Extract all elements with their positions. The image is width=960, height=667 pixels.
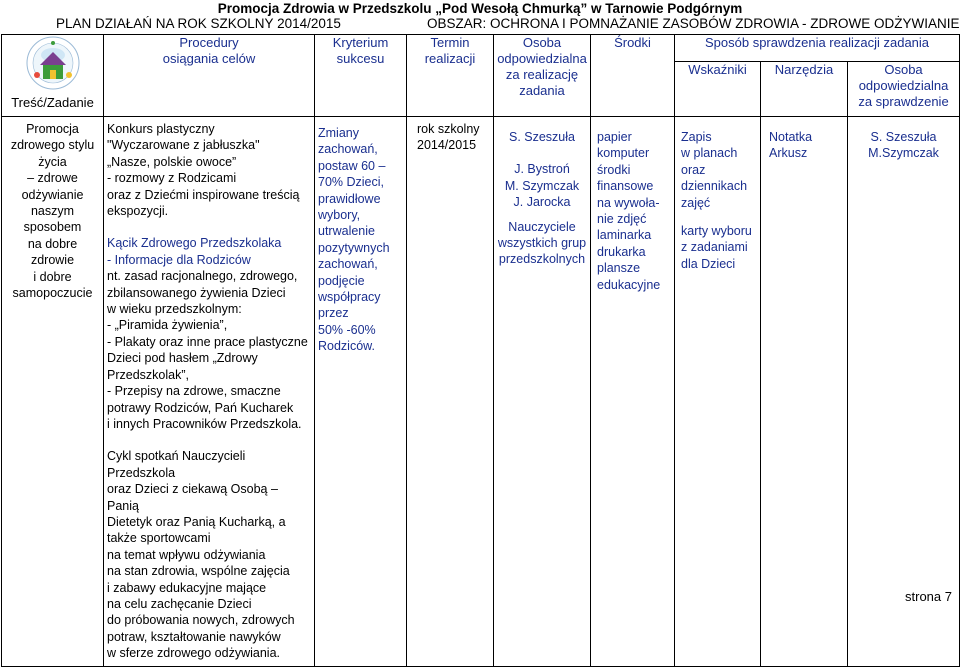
header-kryterium: Kryterium sukcesu <box>315 35 407 117</box>
procedure-contest: Konkurs plastyczny "Wyczarowane z jabłuszka" „Nasze, polskie owoce” - rozmowy z Rodzicami oraz z Dziećmi inspirowane treścią ekspozycji. <box>107 122 300 219</box>
header-osoba-spr: Osoba odpowiedzialna za sprawdzenie <box>848 61 960 116</box>
header-sposob: Sposób sprawdzenia realizacji zadania <box>675 35 960 62</box>
header-srodki: Środki <box>591 35 675 117</box>
cell-termin: rok szkolny 2014/2015 <box>407 117 494 667</box>
document-title: Promocja Zdrowia w Przedszkolu „Pod Wesołą Chmurką” w Tarnowie Podgórnym <box>217 1 743 16</box>
plan-table <box>1 34 960 667</box>
cell-procedury <box>104 117 315 667</box>
procedure-corner: Kącik Zdrowego Przedszkolaka - Informacje dla Rodziców nt. zasad racjonalnego, zdrowego, zbilansowanego żywienia Dzieci w wieku przedszkolnym: - „Piramida żywienia”, - Plakaty oraz inne prace plastyczne Dzieci pod hasłem „Zdrowy Przedszkolak”, - Przepisy na zdrowe, smaczne potrawy Rodziców, Pań Kucharek i innych Pracowników Przedszkola. <box>107 236 308 431</box>
cell-kryterium: Zmiany zachowań, postaw 60 – 70% Dzieci, prawidłowe wybory, utrwalenie pozytywnych zachowań, podjęcie współpracy przez 50% -60% Rodziców. <box>315 117 407 667</box>
header-tresc: Treść/Zadanie <box>2 35 104 117</box>
cell-osoba: S. Szeszuła J. Bystroń M. Szymczak J. Jarocka Nauczyciele wszystkich grup przedszkolnych <box>494 117 591 667</box>
procedure-meetings: Cykl spotkań Nauczycieli Przedszkola oraz Dzieci z ciekawą Osobą – Panią Dietetyk oraz Panią Kucharką, a także sportowcami na temat wpływu odżywiania na stan zdrowia, wspólne zajęcia i zabawy edukacyjne mające na celu zachęcanie Dzieci do próbowania nowych, zdrowych potraw, kształtowanie nawyków w sferze zdrowego odżywiania. <box>107 449 295 661</box>
cell-tresc: Promocja zdrowego stylu życia – zdrowe odżywianie naszym sposobem na dobre zdrowie i dobre samopoczucie <box>2 117 104 667</box>
area-title: OBSZAR: OCHRONA I POMNAŻANIE ZASOBÓW ZDROWIA - ZDROWE ODŻYWIANIE <box>427 16 960 31</box>
cell-wskazniki: Zapis w planach oraz dziennikach zajęć karty wyboru z zadaniami dla Dzieci <box>675 117 761 667</box>
cell-osoba-spr: S. Szeszuła M.Szymczak <box>848 117 960 667</box>
plan-title: PLAN DZIAŁAŃ NA ROK SZKOLNY 2014/2015 <box>56 16 341 31</box>
header-osoba: Osoba odpowiedzialna za realizację zadania <box>494 35 591 117</box>
kindergarten-logo-icon <box>2 35 103 91</box>
header-wskazniki: Wskaźniki <box>675 61 761 116</box>
header-narzedzia: Narzędzia <box>761 61 848 116</box>
header-procedury: Procedury osiągania celów <box>104 35 315 117</box>
cell-srodki: papier komputer środki finansowe na wywoła- nie zdjęć laminarka drukarka plansze edukacyjne <box>591 117 675 667</box>
page-number: strona 7 <box>905 589 952 604</box>
cell-narzedzia: Notatka Arkusz <box>761 117 848 667</box>
header-termin: Termin realizacji <box>407 35 494 117</box>
